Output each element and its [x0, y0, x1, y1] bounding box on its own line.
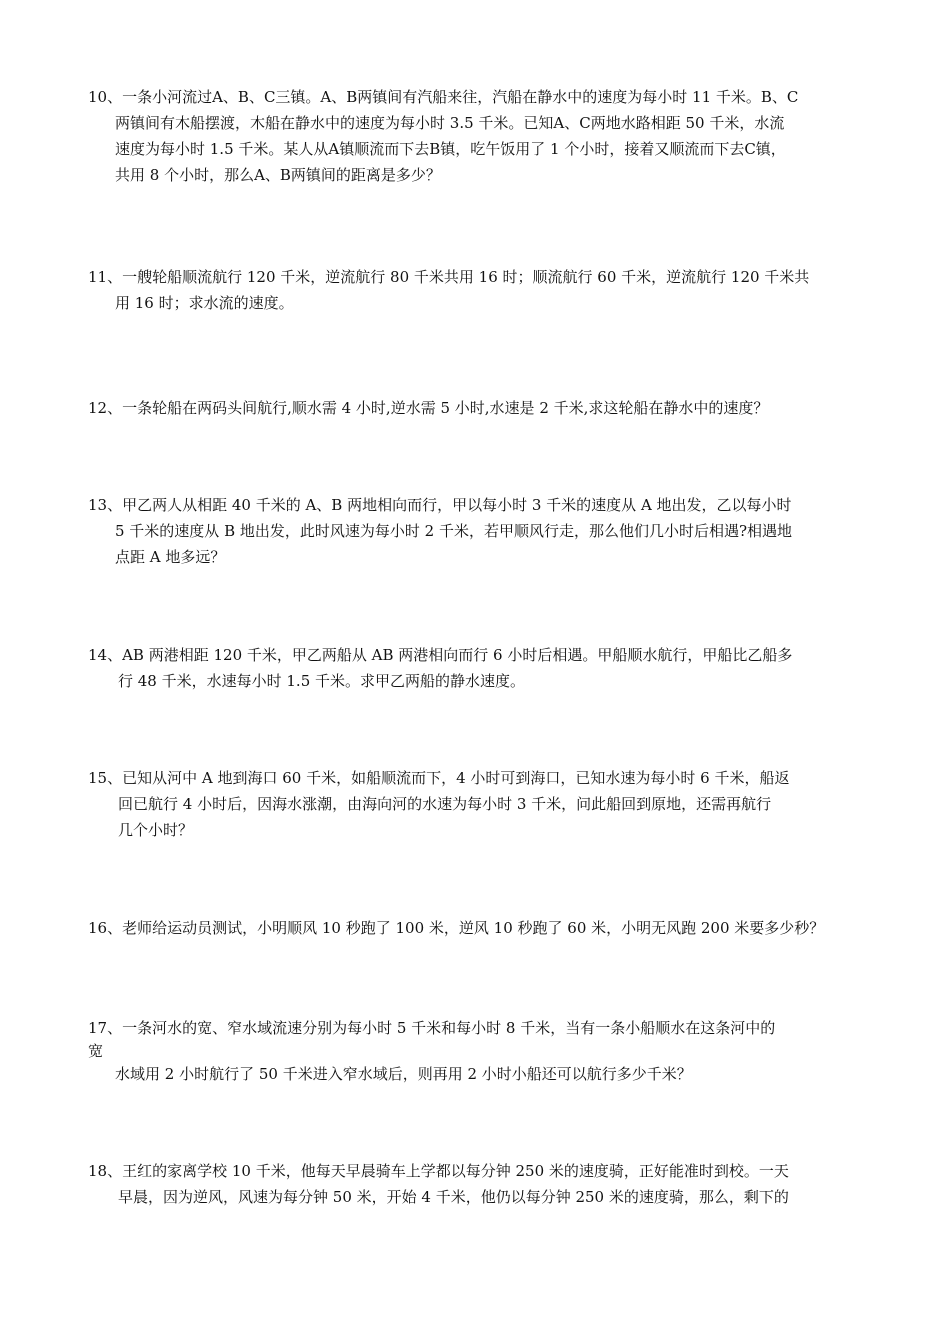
question-line: 几个小时？: [118, 821, 194, 839]
question-line: 共用 8 个小时，那么A、B两镇间的距离是多少？: [115, 166, 441, 184]
question-line: 点距 A 地多远？: [115, 548, 226, 566]
question-17: [88, 1015, 868, 1087]
question-line: 速度为每小时 1.5 千米。某人从A镇顺流而下去B镇，吃午饭用了 1 个小时，接着又顺流而下去C镇，: [115, 140, 786, 158]
question-line: 行 48 千米，水速每小时 1.5 千米。求甲乙两船的静水速度。: [118, 672, 526, 690]
question-10: [88, 84, 868, 188]
question-13: [88, 492, 868, 570]
question-line: 11、一艘轮船顺流航行 120 千米，逆流航行 80 千米共用 16 时；顺流航行 60 千米，逆流航行 120 千米共: [88, 268, 810, 286]
question-line: 用 16 时；求水流的速度。: [115, 294, 294, 312]
question-11: [88, 264, 868, 316]
question-line: 宽: [88, 1042, 104, 1060]
question-14: [88, 642, 868, 694]
question-18: [88, 1158, 868, 1210]
question-line: 早晨，因为逆风，风速为每分钟 50 米，开始 4 千米，他仍以每分钟 250 米的速度骑，那么，剩下的: [118, 1188, 789, 1206]
question-line: 5 千米的速度从 B 地出发，此时风速为每小时 2 千米，若甲顺风行走，那么他们几小时后相遇?相遇地: [115, 522, 792, 540]
question-12: [88, 395, 868, 421]
question-line: 17、一条河水的宽、窄水域流速分别为每小时 5 千米和每小时 8 千米，当有一条小船顺水在这条河中的: [88, 1019, 776, 1037]
question-line: 两镇间有木船摆渡，木船在静水中的速度为每小时 3.5 千米。已知A、C两地水路相距 50 千米，水流: [115, 114, 785, 132]
question-16: [88, 915, 868, 941]
question-line: 18、王红的家离学校 10 千米，他每天早晨骑车上学都以每分钟 250 米的速度骑，正好能准时到校。一天: [88, 1162, 789, 1180]
question-line: 回已航行 4 小时后，因海水涨潮，由海向河的水速为每小时 3 千米，问此船回到原地，还需再航行: [118, 795, 772, 813]
question-line: 16、老师给运动员测试，小明顺风 10 秒跑了 100 米，逆风 10 秒跑了 60 米，小明无风跑 200 米要多少秒？: [88, 919, 825, 937]
question-15: [88, 765, 868, 843]
question-line: 12、一条轮船在两码头间航行,顺水需 4 小时,逆水需 5 小时,水速是 2 千米,求这轮船在静水中的速度？: [88, 399, 769, 417]
question-line: 13、甲乙两人从相距 40 千米的 A、B 两地相向而行，甲以每小时 3 千米的速度从 A 地出发，乙以每小时: [88, 496, 792, 514]
question-line: 水域用 2 小时航行了 50 千米进入窄水域后，则再用 2 小时小船还可以航行多少千米？: [115, 1065, 692, 1083]
question-line: 10、一条小河流过A、B、C三镇。A、B两镇间有汽船来往，汽船在静水中的速度为每小时 11 千米。B、C: [88, 88, 799, 106]
question-line: 15、已知从河中 A 地到海口 60 千米，如船顺流而下，4 小时可到海口，已知水速为每小时 6 千米，船返: [88, 769, 790, 787]
question-line: 14、AB 两港相距 120 千米，甲乙两船从 AB 两港相向而行 6 小时后相遇。甲船顺水航行，甲船比乙船多: [88, 646, 793, 664]
